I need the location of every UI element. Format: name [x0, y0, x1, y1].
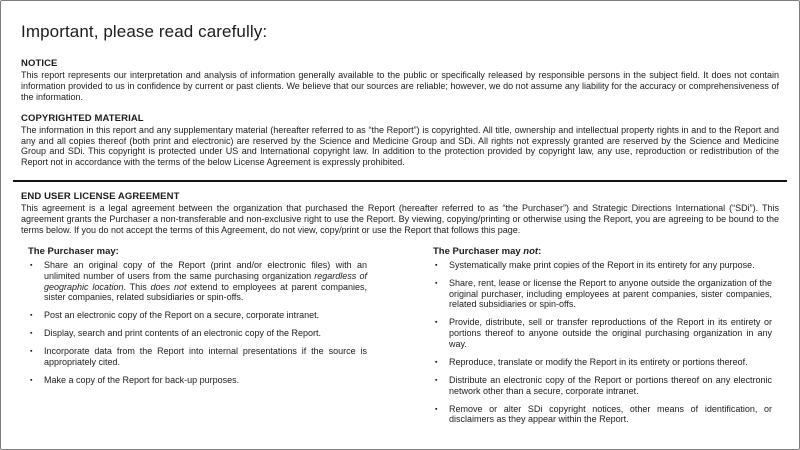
bullet-icon: ▪ [435, 358, 438, 366]
bullet-icon: ▪ [435, 279, 438, 287]
bullet-icon: ▪ [30, 312, 33, 320]
section-divider [13, 180, 787, 182]
list-item-text-italic: does not [150, 281, 187, 292]
list-item-text: Make a copy of the Report for back-up purposes. [44, 374, 240, 385]
bullet-icon: ▪ [435, 261, 438, 269]
list-item [433, 357, 772, 368]
list-item [28, 328, 367, 339]
purchaser-may-not-heading [433, 246, 772, 257]
list-item-text: Post an electronic copy of the Report on a secure, corporate intranet. [44, 310, 320, 321]
list-item-text: Reproduce, translate or modify the Report in its entirety or portions thereof. [449, 356, 748, 367]
list-item [433, 404, 772, 426]
purchaser-may-column [28, 246, 367, 433]
heading-text-italic: not [523, 245, 539, 257]
list-item-text: Share, rent, lease or license the Report to anyone outside the organization of the original purchaser, including employees at parent companies, sister companies, related subsidiaries or spin-offs. [449, 277, 772, 310]
list-item-text: Share an original copy of the Report (print and/or electronic files) with an unlimited number of users from the same purchasing organization [44, 259, 367, 281]
heading-text: : [538, 245, 542, 257]
eula-section [21, 191, 779, 236]
list-item-text: Display, search and print contents of an electronic copy of the Report. [44, 328, 321, 339]
list-item [433, 278, 772, 311]
bullet-icon: ▪ [30, 261, 33, 269]
bullet-icon: ▪ [30, 376, 33, 384]
eula-heading: END USER LICENSE AGREEMENT [21, 191, 180, 203]
copyright-section [21, 113, 779, 169]
bullet-icon: ▪ [30, 330, 33, 338]
copyright-heading: COPYRIGHTED MATERIAL [21, 112, 144, 124]
heading-text: The Purchaser may [433, 245, 524, 257]
purchaser-may-list [28, 260, 367, 386]
bullet-icon: ▪ [435, 376, 438, 384]
list-item-text: Remove or alter SDi copyright notices, other means of identification, or disclaimers as they appear within the Report. [449, 403, 772, 425]
bullet-icon: ▪ [435, 405, 438, 413]
list-item [28, 310, 367, 321]
bullet-icon: ▪ [30, 348, 33, 355]
list-item [433, 317, 772, 350]
list-item-text: Provide, distribute, sell or transfer reproductions of the Report in its entirety or portions thereof to anyone outside the original purchasing organization in any way. [449, 317, 772, 349]
purchaser-may-heading: The Purchaser may: [28, 245, 119, 257]
notice-heading: NOTICE [21, 58, 58, 69]
list-item-text: Distribute an electronic copy of the Report or portions thereof on any electronic network other than a secure, corporate intranet. [449, 374, 772, 396]
list-item-text: . This [123, 281, 151, 292]
copyright-body: The information in this report and any supplementary material (hereafter referred to as “the Report”) is copyrighted. All title, ownership and intellectual property rights in and to the Report and any and all copies thereof (both print and electronic) are reserved by the Science and Medicine Group and SDi. All rights not expressly granted are reserved by the Science and Medicine Group and SDi. This copyright is protected under US and International copyright law. In addition to the protection provided by copyright law, any use, reproduction or redistribution of the Report not in accordance with the terms of the below License Agreement is expressly prohibited. [21, 124, 779, 168]
list-item-text: Incorporate data from the Report into internal presentations if the source is appropriately cited. [44, 346, 367, 367]
notice-section [21, 58, 779, 103]
purchaser-may-not-list [433, 260, 772, 426]
page-title: Important, please read carefully: [21, 22, 268, 41]
list-item [433, 375, 772, 397]
list-item [28, 260, 367, 304]
purchaser-may-not-column [433, 246, 772, 433]
list-item-text: extend to employees at parent companies, sister companies, related subsidiaries or spin-offs. [44, 281, 368, 303]
list-item [433, 260, 772, 271]
eula-body: This agreement is a legal agreement between the organization that purchased the Report (hereafter referred to as “the Purchaser”) and Strategic Directions International (“SDi”). This agreement grants the Purchaser a non-transferable and non-exclusive right to use the Report. By viewing, copying/printing or otherwise using the Report, you are agreeing to be bound to the terms below. If you do not accept the terms of this Agreement, do not view, copy/print or use the Report that follows this page. [21, 203, 779, 235]
list-item [28, 375, 367, 386]
list-item [28, 346, 367, 368]
list-item-text: Systematically make print copies of the Report in its entirety for any purpose. [449, 259, 755, 270]
bullet-icon: ▪ [435, 319, 438, 327]
list-item-text-italic: regardless of geographic location [44, 270, 367, 292]
purchaser-terms-columns [21, 246, 779, 433]
notice-body: This report represents our interpretation and analysis of information generally available to the public or specifically released by responsible persons in the subject field. It does not contain information provided to us in confidence by current or past clients. We believe that our sources are reliable; however, we do not assume any liability for the accuracy or comprehensiveness of the information. [21, 70, 779, 102]
